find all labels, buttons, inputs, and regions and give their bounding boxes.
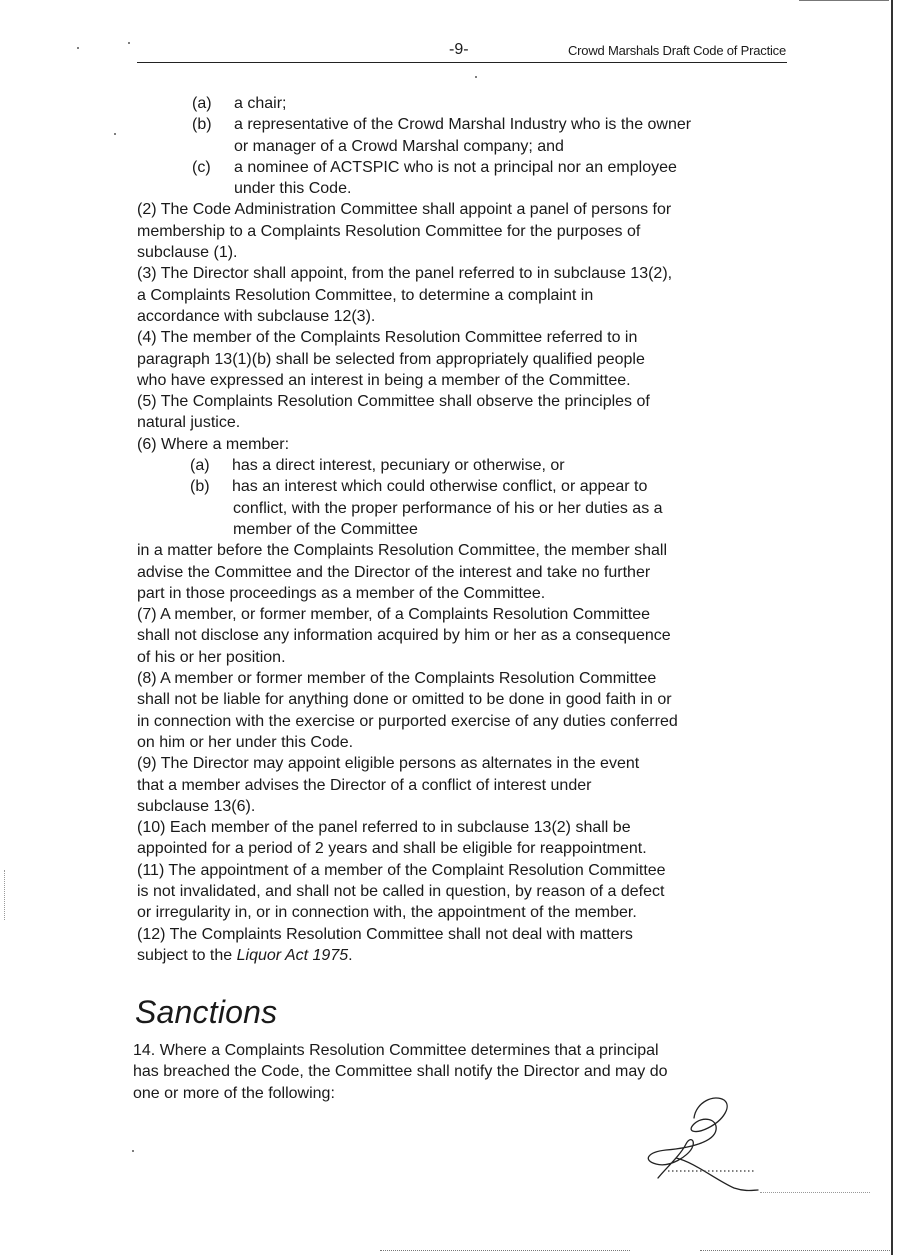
line-text: accordance with subclause 12(3).	[137, 307, 376, 325]
line-text: or manager of a Crowd Marshal company; and	[234, 137, 564, 155]
line-text: membership to a Complaints Resolution Committee for the purposes of	[137, 222, 641, 240]
list-label: (b)	[190, 478, 210, 496]
line-text: (2) The Code Administration Committee shall appoint a panel of persons for	[137, 201, 672, 219]
line-text: shall not be liable for anything done or omitted to be done in good faith in or	[137, 691, 672, 709]
list-label: (a)	[190, 457, 210, 475]
section-heading: Sanctions	[135, 994, 278, 1030]
text-line	[137, 860, 767, 881]
act-title: Liquor Act 1975	[236, 946, 349, 964]
scan-edge-right	[891, 0, 893, 1255]
text-line	[137, 711, 767, 732]
scan-speck	[132, 1150, 134, 1152]
line-text: in connection with the exercise or purported exercise of any duties conferred	[137, 712, 678, 730]
line-text: on him or her under this Code.	[137, 733, 354, 751]
scan-speck	[114, 133, 116, 135]
line-text: has an interest which could otherwise conflict, or appear to	[232, 478, 648, 496]
line-text: advise the Committee and the Director of the interest and take no further	[137, 563, 651, 581]
text-line	[137, 221, 767, 242]
text-line	[137, 881, 767, 902]
text-line	[137, 498, 767, 519]
text-line	[137, 306, 767, 327]
line-text: .	[348, 946, 353, 964]
text-line	[137, 817, 767, 838]
page-header	[137, 40, 787, 63]
line-text: a nominee of ACTSPIC who is not a principal nor an employee	[234, 158, 677, 176]
text-line	[137, 562, 767, 583]
text-line	[137, 199, 767, 220]
line-text: appointed for a period of 2 years and shall be eligible for reappointment.	[137, 840, 647, 858]
signature	[636, 1090, 766, 1200]
dotted-rule	[760, 1192, 870, 1193]
text-line	[137, 838, 767, 859]
text-line	[137, 327, 767, 348]
line-text: (4) The member of the Complaints Resolution Committee referred to in	[137, 329, 638, 347]
line-text: (12) The Complaints Resolution Committee shall not deal with matters	[137, 925, 633, 943]
line-text: conflict, with the proper performance of his or her duties as a	[233, 499, 663, 517]
text-line	[137, 242, 767, 263]
text-line	[137, 540, 767, 561]
line-text: in a matter before the Complaints Resolution Committee, the member shall	[137, 542, 668, 560]
line-text: (11) The appointment of a member of the Complaint Resolution Committee	[137, 861, 666, 879]
document-body	[137, 93, 767, 966]
dotted-rule	[380, 1250, 630, 1251]
line-text: natural justice.	[137, 414, 241, 432]
line-text: (5) The Complaints Resolution Committee shall observe the principles of	[137, 393, 650, 411]
text-line	[137, 519, 767, 540]
line-text: who have expressed an interest in being a member of the Committee.	[137, 371, 631, 389]
text-line	[137, 647, 767, 668]
text-line	[137, 753, 767, 774]
text-line: 14. Where a Complaints Resolution Committee determines that a principal	[133, 1042, 659, 1059]
text-line	[137, 349, 767, 370]
line-text: (7) A member, or former member, of a Complaints Resolution Committee	[137, 606, 651, 624]
text-line	[137, 370, 767, 391]
list-label: (c)	[192, 158, 211, 176]
text-line	[137, 434, 767, 455]
text-line	[137, 668, 767, 689]
line-text: (9) The Director may appoint eligible persons as alternates in the event	[137, 755, 640, 773]
text-line	[137, 476, 767, 497]
line-text: subclause (1).	[137, 244, 238, 262]
text-line	[137, 178, 767, 199]
header-title: Crowd Marshals Draft Code of Practice	[567, 43, 786, 58]
line-text: a representative of the Crowd Marshal Industry who is the owner	[234, 116, 692, 134]
line-text: subject to the	[137, 946, 237, 964]
line-text: paragraph 13(1)(b) shall be selected from appropriately qualified people	[137, 350, 645, 368]
text-line	[137, 945, 767, 966]
text-line	[137, 689, 767, 710]
text-line	[137, 604, 767, 625]
line-text: a Complaints Resolution Committee, to determine a complaint in	[137, 286, 594, 304]
line-text: part in those proceedings as a member of the Committee.	[137, 584, 546, 602]
text-line: one or more of the following:	[133, 1084, 335, 1102]
scan-speck	[77, 47, 79, 49]
text-line	[137, 902, 767, 923]
dotted-rule	[700, 1250, 890, 1251]
text-line	[137, 157, 767, 178]
text-line	[137, 412, 767, 433]
line-text: member of the Committee	[233, 520, 418, 538]
line-text: (10) Each member of the panel referred to in subclause 13(2) shall be	[137, 819, 631, 837]
text-line	[137, 583, 767, 604]
line-text: has a direct interest, pecuniary or otherwise, or	[232, 457, 565, 475]
text-line	[137, 775, 767, 796]
text-line	[137, 625, 767, 646]
text-line	[137, 263, 767, 284]
line-text: under this Code.	[234, 180, 352, 198]
page-number: -9-	[449, 41, 469, 58]
line-text: (3) The Director shall appoint, from the panel referred to in subclause 13(2),	[137, 265, 673, 283]
line-text: of his or her position.	[137, 648, 286, 666]
scan-speck	[128, 42, 130, 44]
text-line	[137, 391, 767, 412]
text-line	[137, 455, 767, 476]
text-line	[137, 285, 767, 306]
scan-edge-top	[799, 0, 889, 1]
line-text: that a member advises the Director of a conflict of interest under	[137, 776, 592, 794]
text-line	[137, 924, 767, 945]
list-label: (b)	[192, 116, 212, 134]
line-text: (8) A member or former member of the Complaints Resolution Committee	[137, 670, 657, 688]
list-label: (a)	[192, 95, 212, 112]
text-line	[137, 796, 767, 817]
scan-edge-left	[4, 870, 6, 920]
line-text: or irregularity in, or in connection with, the appointment of the member.	[137, 904, 637, 922]
line-text: subclause 13(6).	[137, 797, 256, 815]
text-line	[137, 732, 767, 753]
text-line	[137, 114, 767, 135]
line-text: a chair;	[234, 95, 287, 112]
line-text: (6) Where a member:	[137, 435, 290, 453]
line-text: shall not disclose any information acquired by him or her as a consequence	[137, 627, 671, 645]
text-line	[137, 136, 767, 157]
text-line	[137, 93, 767, 114]
text-line: has breached the Code, the Committee shall notify the Director and may do	[133, 1063, 668, 1081]
line-text: is not invalidated, and shall not be called in question, by reason of a defect	[137, 882, 665, 900]
scan-speck	[475, 76, 477, 78]
